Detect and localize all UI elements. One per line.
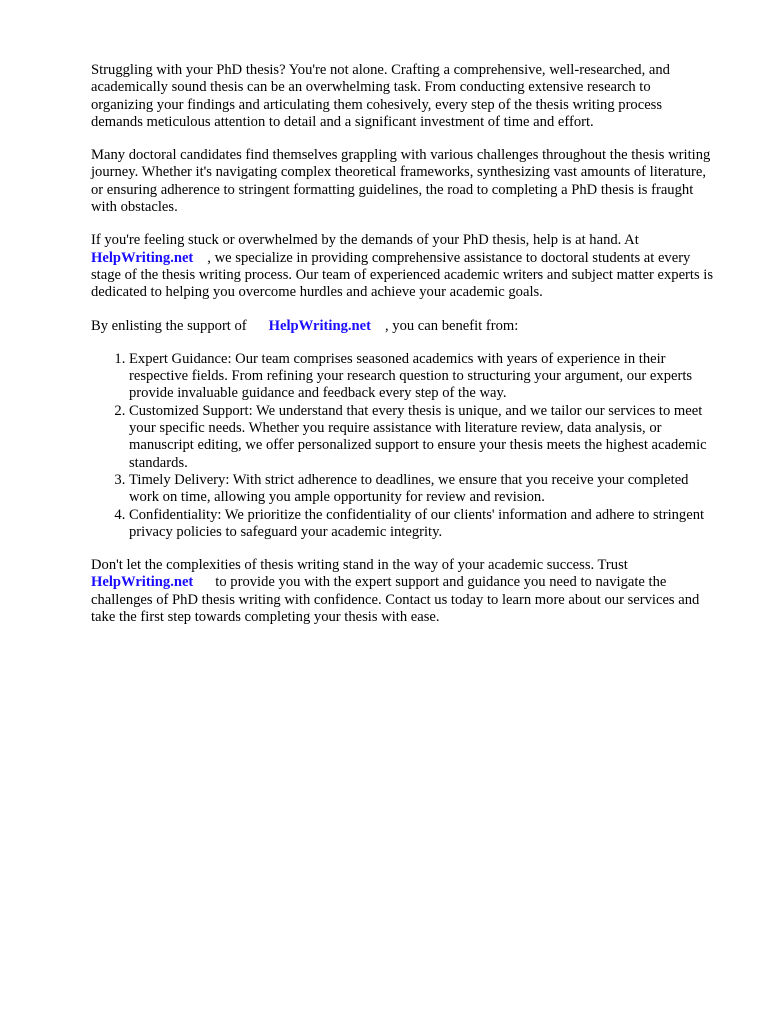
- support-paragraph-text-before: By enlisting the support of: [91, 317, 247, 334]
- help-paragraph-text-after: , we specialize in providing comprehensive assistance to doctoral students at every stage of the thesis writing process. Our team of experienced academic writers and subject matter experts is dedicated to helping you overcome hurdles and achieve your academic goals.: [91, 249, 714, 301]
- list-item: 2. Customized Support: We understand that every thesis is unique, and we tailor our services to meet your specific needs. Whether you require assistance with literature review, data analysis, or manuscript editing, we offer personalized support to ensure your thesis meets the highest academic standards.: [129, 403, 714, 472]
- helpwriting-link-2[interactable]: HelpWriting.net: [268, 317, 371, 334]
- challenges-paragraph: Many doctoral candidates find themselves grappling with various challenges throughout the thesis writing journey. Whether it's navigating complex theoretical frameworks, synthesizing vast amounts of literature, or ensuring adherence to stringent formatting guidelines, the road to completing a PhD thesis is fraught with obstacles.: [91, 147, 711, 216]
- support-paragraph-text-after: , you can benefit from:: [384, 317, 519, 334]
- benefits-list: [91, 351, 714, 541]
- help-paragraph-text-before: If you're feeling stuck or overwhelmed by the demands of your PhD thesis, help is at hand. At: [91, 232, 639, 249]
- closing-paragraph-text-after: to provide you with the expert support and guidance you need to navigate the challenges of PhD thesis writing with confidence. Contact us today to learn more about our services and take the first step towards completing your thesis with ease.: [91, 574, 700, 626]
- closing-paragraph: [91, 557, 714, 626]
- intro-paragraph: Struggling with your PhD thesis? You're not alone. Crafting a comprehensive, well-researched, and academically sound thesis can be an overwhelming task. From conducting extensive research to organizing your findings and articulating them cohesively, every step of the thesis writing process demands meticulous attention to detail and a significant investment of time and effort.: [91, 62, 670, 130]
- list-item: 4. Confidentiality: We prioritize the confidentiality of our clients' information and adhere to stringent privacy policies to safeguard your academic integrity.: [129, 507, 714, 542]
- helpwriting-link-3[interactable]: HelpWriting.net: [91, 574, 194, 591]
- closing-paragraph-text-before: Don't let the complexities of thesis writing stand in the way of your academic success. Trust: [91, 557, 628, 574]
- list-item: 1. Expert Guidance: Our team comprises seasoned academics with years of experience in their respective fields. From refining your research question to structuring your argument, our experts provide invaluable guidance and feedback every step of the way.: [129, 351, 714, 403]
- support-paragraph: [91, 318, 714, 335]
- help-paragraph: [91, 232, 714, 301]
- helpwriting-link-1[interactable]: HelpWriting.net: [91, 249, 194, 266]
- list-item: 3. Timely Delivery: With strict adherence to deadlines, we ensure that you receive your completed work on time, allowing you ample opportunity for review and revision.: [129, 472, 714, 507]
